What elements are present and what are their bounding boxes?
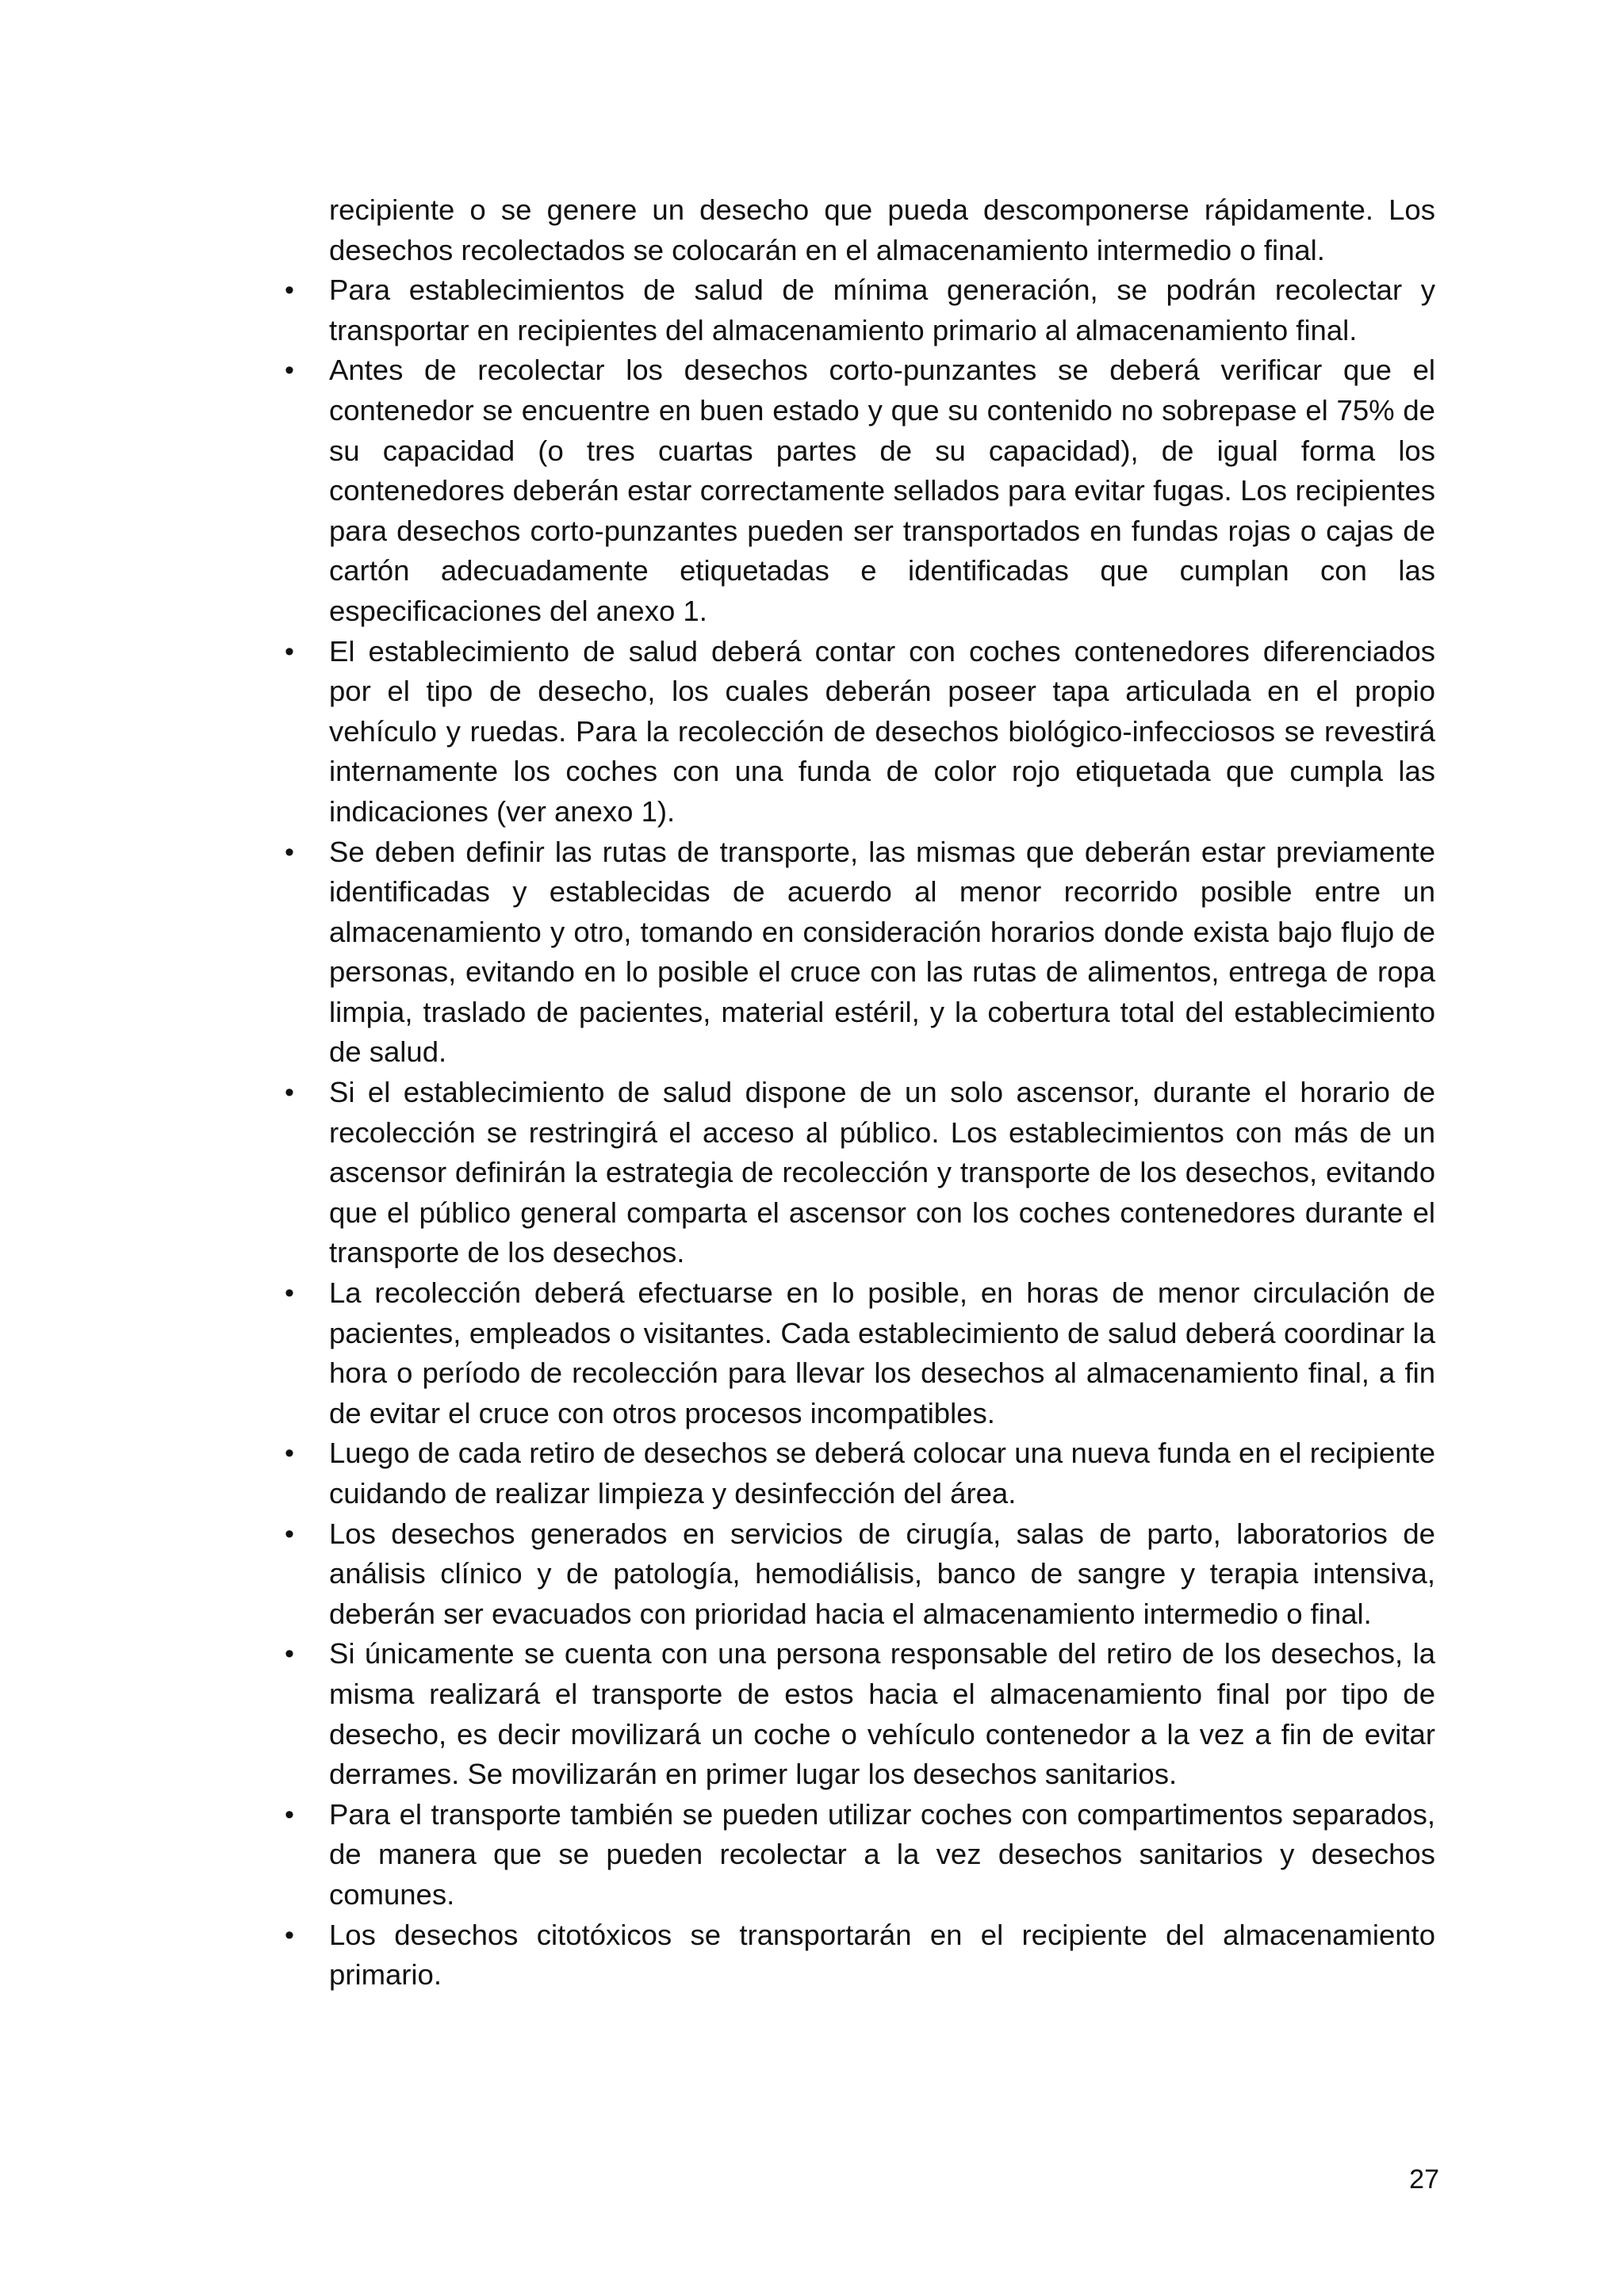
bullet-item: • El establecimiento de salud deberá contar con coches contenedores diferenciados por el tipo de desecho, los cuales deberán poseer tapa articulada en el propio vehículo y ruedas. Para la recolección de desechos biológico-infecciosos se revestirá internamente los coches con una funda de color rojo etiquetada que cumpla las indicaciones (ver anexo 1). [282,632,1435,832]
page-number: 27 [1409,2164,1439,2195]
bullet-item: • Si el establecimiento de salud dispone de un solo ascensor, durante el horario de recolección se restringirá el acceso al público. Los establecimientos con más de un ascensor definirán la estrategia de recolección y transporte de los desechos, evitando que el público general comparta el ascensor con los coches contenedores durante el transporte de los desechos. [282,1073,1435,1273]
bullet-item: • La recolección deberá efectuarse en lo posible, en horas de menor circulación de pacientes, empleados o visitantes. Cada establecimiento de salud deberá coordinar la hora o período de recolección para llevar los desechos al almacenamiento final, a fin de evitar el cruce con otros procesos incompatibles. [282,1273,1435,1433]
continuation-paragraph: recipiente o se genere un desecho que pueda descomponerse rápidamente. Los desechos recolectados se colocarán en el almacenamiento intermedio o final. [329,193,1435,266]
bullet-list [282,270,1435,1996]
bullet-item: • Se deben definir las rutas de transporte, las mismas que deberán estar previamente identificadas y establecidas de acuerdo al menor recorrido posible entre un almacenamiento y otro, tomando en consideración horarios donde exista bajo flujo de personas, evitando en lo posible el cruce con las rutas de alimentos, entrega de ropa limpia, traslado de pacientes, material estéril, y la cobertura total del establecimiento de salud. [282,832,1435,1073]
page-body [282,190,1435,1996]
bullet-item: • Luego de cada retiro de desechos se deberá colocar una nueva funda en el recipiente cuidando de realizar limpieza y desinfección del área. [282,1433,1435,1513]
bullet-item: • Antes de recolectar los desechos corto-punzantes se deberá verificar que el contenedor se encuentre en buen estado y que su contenido no sobrepase el 75% de su capacidad (o tres cuartas partes de su capacidad), de igual forma los contenedores deberán estar correctamente sellados para evitar fugas. Los recipientes para desechos corto-punzantes pueden ser transportados en fundas rojas o cajas de cartón adecuadamente etiquetadas e identificadas que cumplan con las especificaciones del anexo 1. [282,350,1435,631]
bullet-item: • Para el transporte también se pueden utilizar coches con compartimentos separados, de manera que se pueden recolectar a la vez desechos sanitarios y desechos comunes. [282,1795,1435,1915]
bullet-item: • Si únicamente se cuenta con una persona responsable del retiro de los desechos, la misma realizará el transporte de estos hacia el almacenamiento final por tipo de desecho, es decir movilizará un coche o vehículo contenedor a la vez a fin de evitar derrames. Se movilizarán en primer lugar los desechos sanitarios. [282,1634,1435,1794]
bullet-item: • Los desechos generados en servicios de cirugía, salas de parto, laboratorios de análisis clínico y de patología, hemodiálisis, banco de sangre y terapia intensiva, deberán ser evacuados con prioridad hacia el almacenamiento intermedio o final. [282,1514,1435,1635]
bullet-item: • Los desechos citotóxicos se transportarán en el recipiente del almacenamiento primario. [282,1915,1435,1996]
bullet-item: • Para establecimientos de salud de mínima generación, se podrán recolectar y transportar en recipientes del almacenamiento primario al almacenamiento final. [282,270,1435,350]
